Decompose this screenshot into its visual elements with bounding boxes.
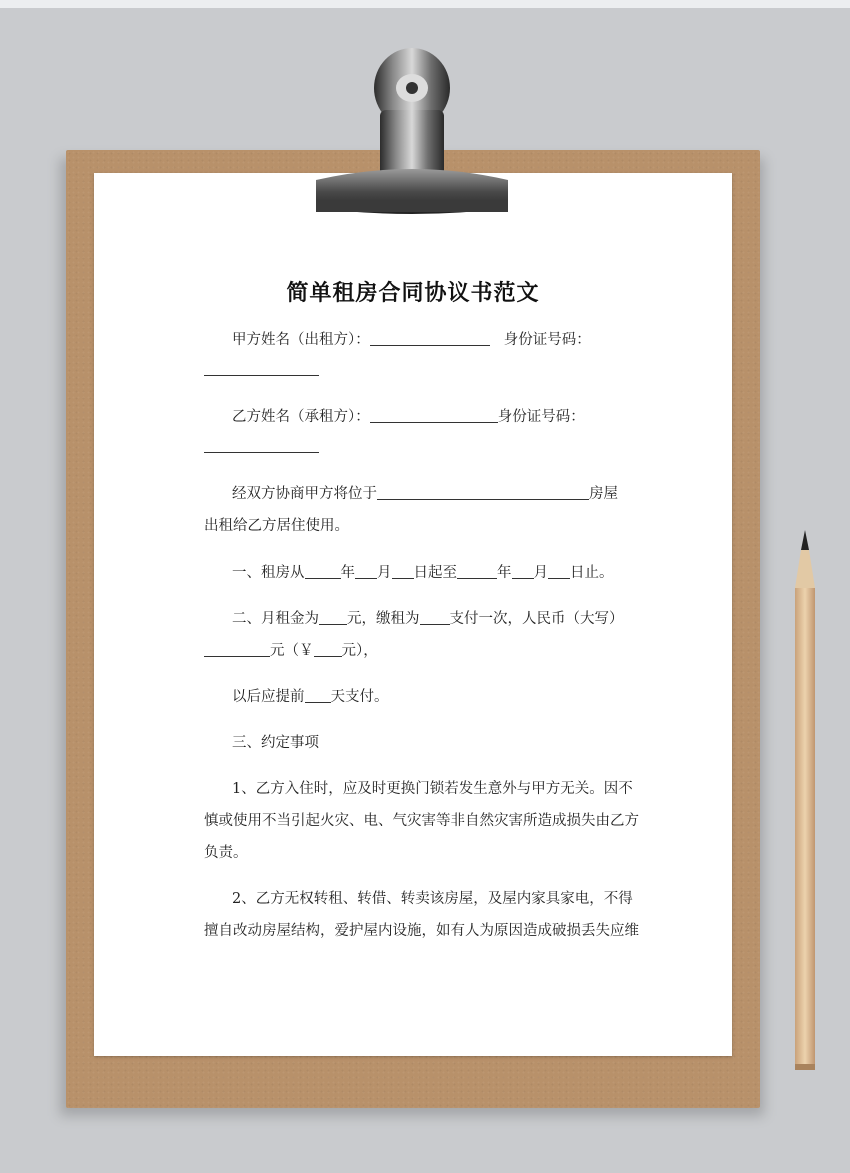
contract-document [94, 173, 732, 1056]
property-address-blank [377, 485, 589, 500]
party-a-id-line [204, 361, 634, 378]
rent-yen-blank [314, 642, 342, 657]
term-line: 一、租房从 年 月 日起至 年 月 日止。 [232, 565, 614, 581]
party-b-name-blank [370, 408, 498, 423]
section-three-heading: 三、约定事项 [232, 735, 319, 751]
party-a-line [204, 328, 662, 349]
party-a-label: 甲方姓名（出租方）： [232, 332, 370, 348]
end-month-blank [512, 564, 534, 579]
clause-1-line-2: 慎或使用不当引起火灾、电、气灾害等非自然灾害所造成损失由乙方 [204, 813, 639, 829]
start-day-blank [392, 564, 414, 579]
rent-uppercase-blank [204, 642, 270, 657]
party-b-id-label: 身份证号码： [497, 409, 585, 425]
party-a-id-blank [204, 361, 319, 376]
party-b-id-blank [204, 438, 319, 453]
rent-line: 二、月租金为 元，缴租为 支付一次，人民币（大写） [232, 611, 624, 627]
contract-paper [94, 173, 732, 1056]
payment-period-blank [420, 610, 450, 625]
end-year-blank [457, 564, 497, 579]
top-strip [0, 0, 850, 8]
party-a-name-blank [370, 331, 490, 346]
property-line-2: 出租给乙方居住使用。 [204, 518, 349, 534]
clause-1-line-1: 1、乙方入住时，应及时更换门锁若发生意外与甲方无关。因不 [232, 781, 633, 797]
document-title: 简单租房合同协议书范文 [286, 280, 540, 306]
clause-2-line-1: 2、乙方无权转租、转借、转卖该房屋，及屋内家具家电，不得 [232, 891, 633, 907]
party-b-id-line [204, 438, 634, 455]
property-line: 经双方协商甲方将位于 房屋 [232, 486, 618, 502]
start-year-blank [305, 564, 341, 579]
pencil-icon [790, 528, 820, 1073]
clause-2-line-2: 擅自改动房屋结构，爱护屋内设施，如有人为原因造成破损丢失应维 [204, 923, 639, 939]
end-day-blank [548, 564, 570, 579]
clause-1-line-3: 负责。 [204, 845, 248, 861]
party-b-label: 乙方姓名（承租方）： [232, 409, 370, 425]
rent-line-2: 元（￥ 元）， [204, 639, 634, 660]
start-month-blank [355, 564, 377, 579]
monthly-rent-blank [319, 610, 347, 625]
advance-days-blank [305, 688, 331, 703]
binder-clip-icon [310, 40, 515, 225]
party-b-line [204, 405, 662, 426]
party-a-id-label: 身份证号码： [503, 332, 591, 348]
advance-payment-line: 以后应提前 天支付。 [232, 689, 389, 705]
